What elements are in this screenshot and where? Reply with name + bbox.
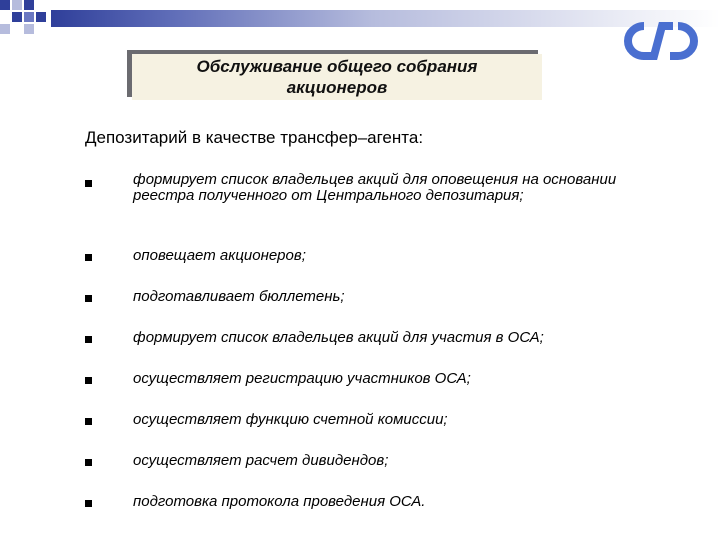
square-bullet-icon [85, 418, 92, 425]
list-item-text: подготовка протокола проведения ОСА. [133, 493, 426, 510]
corner-square-icon [24, 0, 34, 10]
square-bullet-icon [85, 254, 92, 261]
list-item-text: осуществляет расчет дивидендов; [133, 452, 389, 469]
list-item-text: оповещает акционеров; [133, 247, 306, 264]
list-item-text: осуществляет регистрацию участников ОСА; [133, 370, 471, 387]
corner-square-icon [36, 12, 46, 22]
list-item-text: осуществляет функцию счетной комиссии; [133, 411, 448, 428]
list-item-text: формирует список владельцев акций для оповещения на основании реестра полученного от Центрального депозитария; [133, 171, 617, 204]
corner-square-icon [0, 24, 10, 34]
square-bullet-icon [85, 500, 92, 507]
corner-square-icon [12, 12, 22, 22]
square-bullet-icon [85, 180, 92, 187]
square-bullet-icon [85, 459, 92, 466]
corner-square-icon [24, 24, 34, 34]
section-subtitle: Депозитарий в качестве трансфер–агента: [85, 128, 424, 147]
page-title [132, 54, 542, 100]
page-title-line2: акционеров [286, 78, 388, 97]
page-title-line1: Обслуживание общего собрания [196, 57, 478, 76]
square-bullet-icon [85, 377, 92, 384]
header-decoration [0, 0, 720, 40]
square-bullet-icon [85, 295, 92, 302]
csd-logo-icon [618, 16, 704, 66]
list-item-text: формирует список владельцев акций для участия в ОСА; [133, 329, 544, 346]
corner-square-icon [12, 0, 22, 10]
corner-square-icon [24, 12, 34, 22]
corner-square-icon [0, 0, 10, 10]
square-bullet-icon [85, 336, 92, 343]
list-item-text: подготавливает бюллетень; [133, 288, 345, 305]
